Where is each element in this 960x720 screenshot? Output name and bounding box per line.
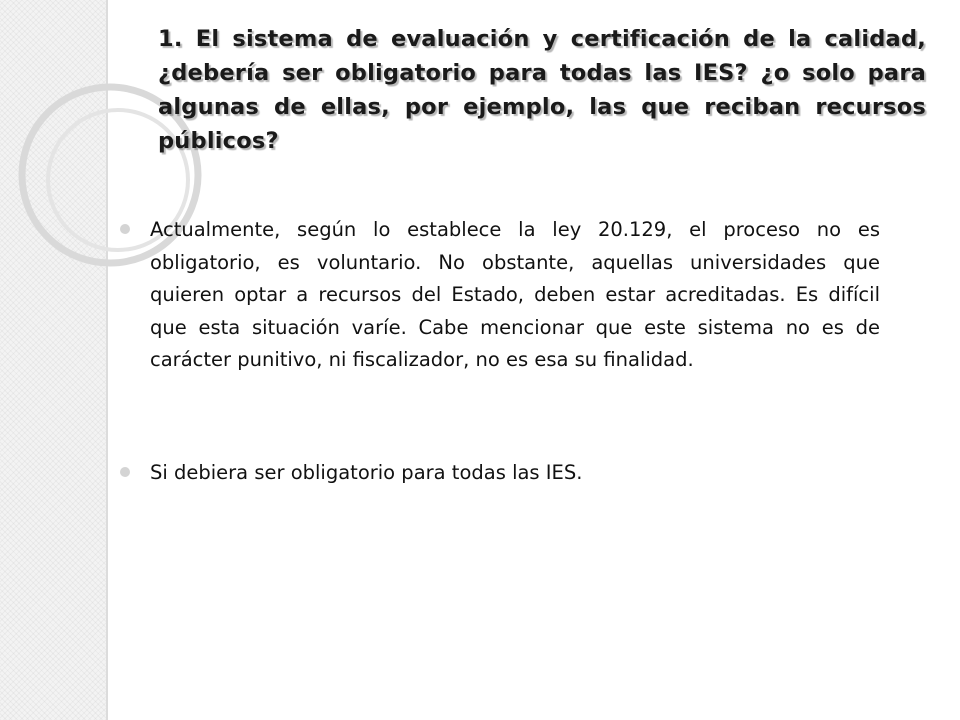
bullet-item: [120, 214, 880, 377]
bullet-dot-icon: [120, 224, 130, 234]
bullet-text: Actualmente, según lo establece la ley 20.129, el proceso no es obligatorio, es voluntario. No obstante, aquellas universidades que quieren optar a recursos del Estado, deben estar acreditadas. Es difícil que esta situación varíe. Cabe mencionar que este sistema no es de carácter punitivo, ni fiscalizador, no es esa su finalidad.: [150, 218, 880, 371]
title-area: [158, 22, 926, 158]
bullet-text: Si debiera ser obligatorio para todas las IES.: [150, 461, 583, 484]
bullet-item: [120, 457, 880, 490]
bullet-dot-icon: [120, 467, 130, 477]
slide-title: 1. El sistema de evaluación y certificación de la calidad, ¿debería ser obligatorio para todas las IES? ¿o solo para algunas de ellas, por ejemplo, las que reciban recursos públicos?: [158, 26, 926, 154]
